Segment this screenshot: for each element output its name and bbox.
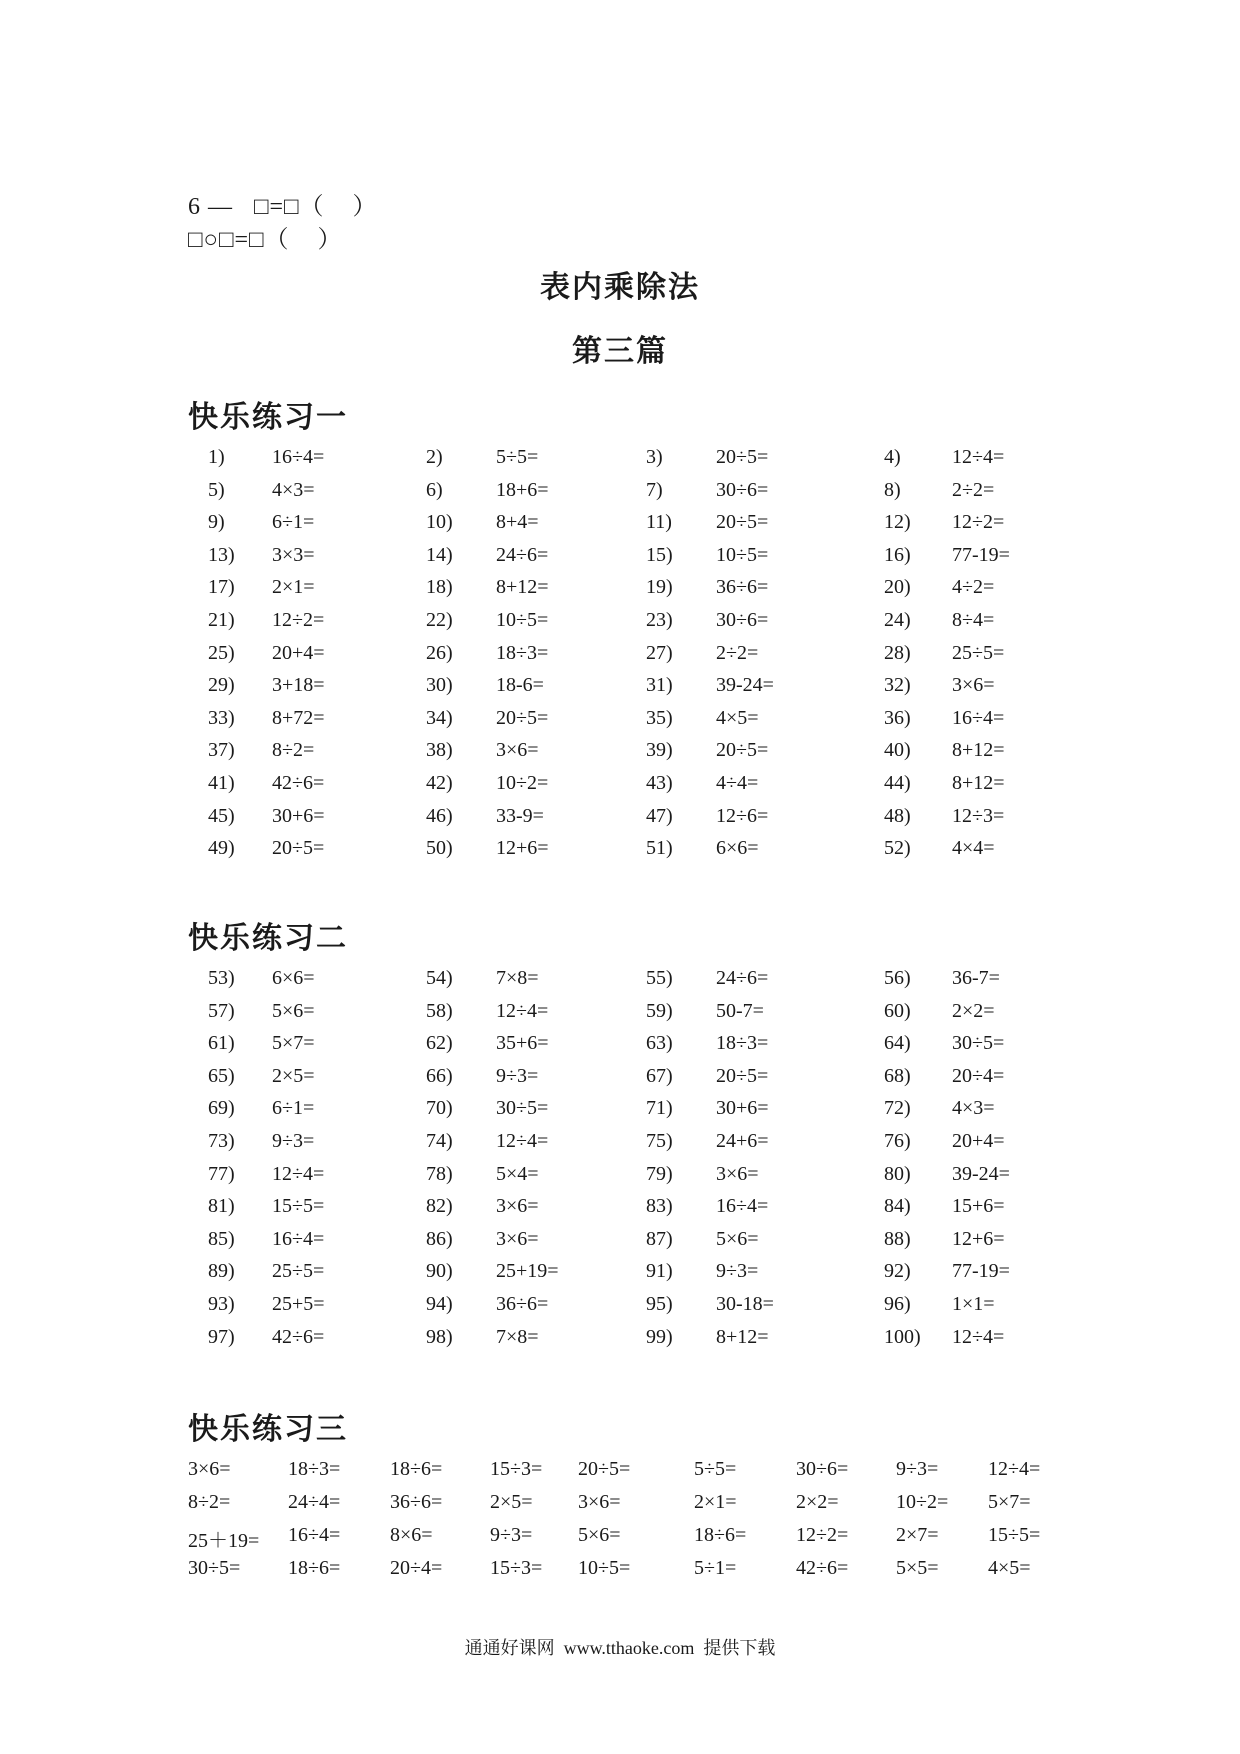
exercise-row [0,1260,1240,1293]
exercise-row [0,739,1240,772]
problem-number: 39) [646,739,673,762]
problem-expression: 8÷2= [188,1491,231,1513]
problem-expression: 5×4= [496,1162,539,1185]
problem-number: 9) [208,511,225,534]
problem-number: 59) [646,999,673,1022]
problem-number: 65) [208,1064,235,1087]
problem-number: 70) [426,1097,453,1120]
problem-number: 42) [426,771,453,794]
problem-expression: 18÷6= [694,1524,747,1546]
problem-number: 74) [426,1129,453,1152]
problem-expression: 33-9= [496,804,544,827]
problem-number: 69) [208,1097,235,1120]
problem-number: 46) [426,804,453,827]
problem-number: 97) [208,1325,235,1348]
problem-number: 1) [208,446,225,468]
problem-number: 53) [208,967,235,989]
problem-number: 84) [884,1195,911,1218]
problem-expression: 4×5= [716,706,759,729]
problem-expression: 30÷5= [188,1557,241,1579]
problem-expression: 18÷3= [496,641,549,664]
problem-expression: 20÷5= [272,837,325,860]
exercise-row [0,1032,1240,1065]
exercise-row [0,805,1240,838]
problem-expression: 25÷5= [272,1260,325,1283]
problem-number: 12) [884,511,911,534]
problem-number: 55) [646,967,673,989]
problem-expression: 6÷1= [272,511,315,534]
problem-number: 94) [426,1292,453,1315]
problem-number: 16) [884,543,911,566]
problem-expression: 5÷1= [694,1557,737,1579]
problem-expression: 9÷3= [490,1524,533,1546]
problem-expression: 2×5= [272,1064,315,1087]
problem-expression: 3×6= [496,1227,539,1250]
problem-number: 81) [208,1195,235,1218]
problem-expression: 7×8= [496,1325,539,1348]
problem-number: 13) [208,543,235,566]
exercise-row [0,1524,1240,1557]
problem-expression: 3×6= [496,1195,539,1218]
problem-number: 43) [646,771,673,794]
problem-number: 49) [208,837,235,860]
problem-expression: 8×6= [390,1524,433,1546]
problem-number: 77) [208,1162,235,1185]
problem-expression: 24÷6= [496,543,549,566]
problem-number: 32) [884,674,911,697]
problem-expression: 5×7= [988,1491,1031,1513]
problem-expression: 8+12= [716,1325,769,1348]
exercise-row [0,609,1240,642]
problem-number: 95) [646,1292,673,1315]
problem-number: 2) [426,446,443,468]
problem-number: 75) [646,1129,673,1152]
problem-expression: 12÷2= [952,511,1005,534]
exercise-row [0,1326,1240,1359]
exercise-grid-2 [0,967,1240,1358]
problem-number: 68) [884,1064,911,1087]
problem-expression: 39-24= [716,674,774,697]
problem-expression: 4×4= [952,837,995,860]
problem-number: 45) [208,804,235,827]
problem-expression: 15÷3= [490,1458,543,1480]
page-subtitle: 第三篇 [572,334,668,369]
problem-expression: 30+6= [272,804,325,827]
problem-number: 37) [208,739,235,762]
problem-expression: 77-19= [952,1260,1010,1283]
problem-expression: 12÷6= [716,804,769,827]
problem-expression: 25+19= [496,1260,559,1283]
problem-number: 85) [208,1227,235,1250]
problem-expression: 7×8= [496,967,539,989]
problem-number: 40) [884,739,911,762]
section-heading-2: 快乐练习二 [188,921,348,956]
problem-expression: 30÷5= [496,1097,549,1120]
problem-expression: 77-19= [952,543,1010,566]
exercise-row [0,576,1240,609]
exercise-row [0,1000,1240,1033]
problem-expression: 50-7= [716,999,764,1022]
problem-number: 3) [646,446,663,468]
exercise-grid-3 [0,1458,1240,1590]
problem-number: 24) [884,608,911,631]
problem-expression: 12÷2= [796,1524,849,1546]
problem-expression: 16÷4= [288,1524,341,1546]
problem-expression: 4×3= [272,478,315,501]
problem-expression: 2×2= [952,999,995,1022]
problem-number: 66) [426,1064,453,1087]
problem-number: 41) [208,771,235,794]
problem-expression: 12÷4= [952,1325,1005,1348]
problem-number: 91) [646,1260,673,1283]
problem-number: 98) [426,1325,453,1348]
problem-number: 17) [208,576,235,599]
problem-expression: 2×5= [490,1491,533,1513]
problem-number: 35) [646,706,673,729]
problem-number: 62) [426,1032,453,1055]
exercise-row [0,967,1240,1000]
problem-expression: 42÷6= [796,1557,849,1579]
problem-number: 60) [884,999,911,1022]
problem-expression: 20÷5= [716,511,769,534]
problem-expression: 12+6= [496,837,549,860]
problem-expression: 8+12= [952,739,1005,762]
problem-number: 58) [426,999,453,1022]
problem-expression: 5×6= [272,999,315,1022]
problem-expression: 18-6= [496,674,544,697]
problem-expression: 30÷6= [716,478,769,501]
problem-expression: 15÷3= [490,1557,543,1579]
problem-number: 14) [426,543,453,566]
problem-expression: 20÷5= [578,1458,631,1480]
problem-number: 86) [426,1227,453,1250]
problem-expression: 15+6= [952,1195,1005,1218]
problem-expression: 9÷3= [272,1129,315,1152]
problem-expression: 4×5= [988,1557,1031,1579]
problem-number: 61) [208,1032,235,1055]
problem-expression: 12÷2= [272,608,325,631]
problem-number: 29) [208,674,235,697]
problem-number: 18) [426,576,453,599]
problem-expression: 4÷4= [716,771,759,794]
problem-number: 92) [884,1260,911,1283]
problem-expression: 42÷6= [272,771,325,794]
problem-number: 6) [426,478,443,501]
problem-number: 36) [884,706,911,729]
problem-expression: 2×7= [896,1524,939,1546]
problem-number: 7) [646,478,663,501]
problem-expression: 18+6= [496,478,549,501]
problem-expression: 15÷5= [988,1524,1041,1546]
exercise-row [0,1163,1240,1196]
problem-expression: 18÷6= [288,1557,341,1579]
problem-expression: 30÷6= [716,608,769,631]
problem-expression: 25÷5= [952,641,1005,664]
problem-number: 80) [884,1162,911,1185]
problem-number: 28) [884,641,911,664]
problem-number: 23) [646,608,673,631]
problem-expression: 9÷3= [716,1260,759,1283]
problem-number: 34) [426,706,453,729]
problem-expression: 3×6= [952,674,995,697]
problem-number: 38) [426,739,453,762]
problem-expression: 42÷6= [272,1325,325,1348]
problem-number: 72) [884,1097,911,1120]
problem-expression: 8÷2= [272,739,315,762]
problem-expression: 24÷4= [288,1491,341,1513]
problem-expression: 20+4= [952,1129,1005,1152]
problem-number: 56) [884,967,911,989]
problem-expression: 8÷4= [952,608,995,631]
problem-expression: 10÷2= [896,1491,949,1513]
problem-number: 76) [884,1129,911,1152]
page-title: 表内乘除法 [540,270,700,305]
problem-expression: 16÷4= [716,1195,769,1218]
exercise-row [0,446,1240,479]
problem-expression: 16÷4= [272,446,325,468]
problem-expression: 2÷2= [716,641,759,664]
exercise-row [0,1130,1240,1163]
fill-in-line-1: 6 — □=□（ ） [188,194,378,220]
exercise-row [0,837,1240,870]
problem-expression: 5÷5= [694,1458,737,1480]
problem-expression: 30÷6= [796,1458,849,1480]
exercise-row [0,1065,1240,1098]
exercise-row [0,1228,1240,1261]
problem-expression: 8+4= [496,511,539,534]
problem-number: 31) [646,674,673,697]
problem-number: 54) [426,967,453,989]
problem-expression: 20+4= [272,641,325,664]
problem-expression: 30-18= [716,1292,774,1315]
problem-expression: 10÷5= [578,1557,631,1579]
problem-expression: 8+12= [496,576,549,599]
problem-expression: 3×3= [272,543,315,566]
problem-expression: 1×1= [952,1292,995,1315]
problem-number: 8) [884,478,901,501]
problem-expression: 4÷2= [952,576,995,599]
problem-number: 64) [884,1032,911,1055]
problem-number: 15) [646,543,673,566]
problem-expression: 3×6= [716,1162,759,1185]
section-heading-3: 快乐练习三 [188,1412,348,1447]
problem-expression: 18÷6= [390,1458,443,1480]
problem-number: 73) [208,1129,235,1152]
problem-expression: 6×6= [272,967,315,989]
problem-expression: 5×7= [272,1032,315,1055]
problem-expression: 6×6= [716,837,759,860]
problem-number: 79) [646,1162,673,1185]
problem-expression: 3×6= [578,1491,621,1513]
problem-number: 71) [646,1097,673,1120]
problem-number: 20) [884,576,911,599]
problem-expression: 2×1= [694,1491,737,1513]
problem-expression: 36-7= [952,967,1000,989]
problem-expression: 12+6= [952,1227,1005,1250]
problem-expression: 6÷1= [272,1097,315,1120]
exercise-row [0,674,1240,707]
problem-number: 51) [646,837,673,860]
exercise-row [0,1458,1240,1491]
problem-number: 87) [646,1227,673,1250]
problem-expression: 12÷4= [272,1162,325,1185]
problem-expression: 20÷4= [952,1064,1005,1087]
problem-number: 22) [426,608,453,631]
problem-number: 89) [208,1260,235,1283]
problem-number: 11) [646,511,672,534]
problem-expression: 12÷4= [496,999,549,1022]
problem-expression: 24÷6= [716,967,769,989]
exercise-row [0,1097,1240,1130]
problem-expression: 9÷3= [496,1064,539,1087]
problem-number: 4) [884,446,901,468]
problem-expression: 3×6= [188,1458,231,1480]
problem-number: 90) [426,1260,453,1283]
exercise-row [0,772,1240,805]
problem-expression: 12÷4= [988,1458,1041,1480]
problem-expression: 18÷3= [716,1032,769,1055]
problem-expression: 8+12= [952,771,1005,794]
problem-expression: 35+6= [496,1032,549,1055]
exercise-row [0,1557,1240,1590]
problem-expression: 25＋19= [188,1530,260,1552]
problem-number: 96) [884,1292,911,1315]
problem-number: 44) [884,771,911,794]
problem-expression: 2÷2= [952,478,995,501]
exercise-row [0,1195,1240,1228]
problem-expression: 20÷5= [716,1064,769,1087]
problem-number: 88) [884,1227,911,1250]
problem-expression: 2×1= [272,576,315,599]
problem-number: 26) [426,641,453,664]
problem-expression: 30+6= [716,1097,769,1120]
problem-expression: 20÷5= [496,706,549,729]
problem-expression: 30÷5= [952,1032,1005,1055]
problem-expression: 39-24= [952,1162,1010,1185]
problem-expression: 10÷2= [496,771,549,794]
problem-number: 25) [208,641,235,664]
problem-number: 21) [208,608,235,631]
problem-expression: 18÷3= [288,1458,341,1480]
problem-expression: 15÷5= [272,1195,325,1218]
problem-number: 100) [884,1325,921,1348]
problem-expression: 36÷6= [390,1491,443,1513]
exercise-row [0,642,1240,675]
problem-expression: 10÷5= [496,608,549,631]
exercise-row [0,707,1240,740]
problem-number: 57) [208,999,235,1022]
problem-number: 48) [884,804,911,827]
problem-expression: 12÷4= [496,1129,549,1152]
problem-number: 10) [426,511,453,534]
problem-expression: 20÷4= [390,1557,443,1579]
problem-expression: 2×2= [796,1491,839,1513]
problem-expression: 12÷4= [952,446,1005,468]
problem-expression: 10÷5= [716,543,769,566]
footer-credit: 通通好课网 www.tthaoke.com 提供下载 [464,1638,776,1658]
exercise-grid-1 [0,446,1240,870]
problem-expression: 12÷3= [952,804,1005,827]
exercise-row [0,544,1240,577]
problem-expression: 9÷3= [896,1458,939,1480]
problem-expression: 36÷6= [716,576,769,599]
problem-number: 99) [646,1325,673,1348]
problem-number: 83) [646,1195,673,1218]
problem-number: 82) [426,1195,453,1218]
problem-number: 78) [426,1162,453,1185]
problem-number: 5) [208,478,225,501]
fill-in-line-2: □○□=□（ ） [188,227,343,253]
problem-number: 63) [646,1032,673,1055]
problem-expression: 5÷5= [496,446,539,468]
problem-expression: 16÷4= [952,706,1005,729]
section-heading-1: 快乐练习一 [188,400,348,435]
problem-expression: 3×6= [496,739,539,762]
problem-number: 19) [646,576,673,599]
problem-expression: 5×5= [896,1557,939,1579]
problem-expression: 24+6= [716,1129,769,1152]
problem-number: 67) [646,1064,673,1087]
exercise-row [0,511,1240,544]
problem-expression: 5×6= [716,1227,759,1250]
problem-number: 47) [646,804,673,827]
problem-number: 27) [646,641,673,664]
problem-number: 30) [426,674,453,697]
problem-expression: 25+5= [272,1292,325,1315]
problem-number: 93) [208,1292,235,1315]
exercise-row [0,1293,1240,1326]
problem-expression: 4×3= [952,1097,995,1120]
problem-expression: 36÷6= [496,1292,549,1315]
problem-expression: 20÷5= [716,739,769,762]
problem-expression: 5×6= [578,1524,621,1546]
problem-expression: 16÷4= [272,1227,325,1250]
problem-number: 33) [208,706,235,729]
exercise-row [0,479,1240,512]
problem-expression: 3+18= [272,674,325,697]
problem-number: 52) [884,837,911,860]
problem-number: 50) [426,837,453,860]
problem-expression: 20÷5= [716,446,769,468]
exercise-row [0,1491,1240,1524]
problem-expression: 8+72= [272,706,325,729]
